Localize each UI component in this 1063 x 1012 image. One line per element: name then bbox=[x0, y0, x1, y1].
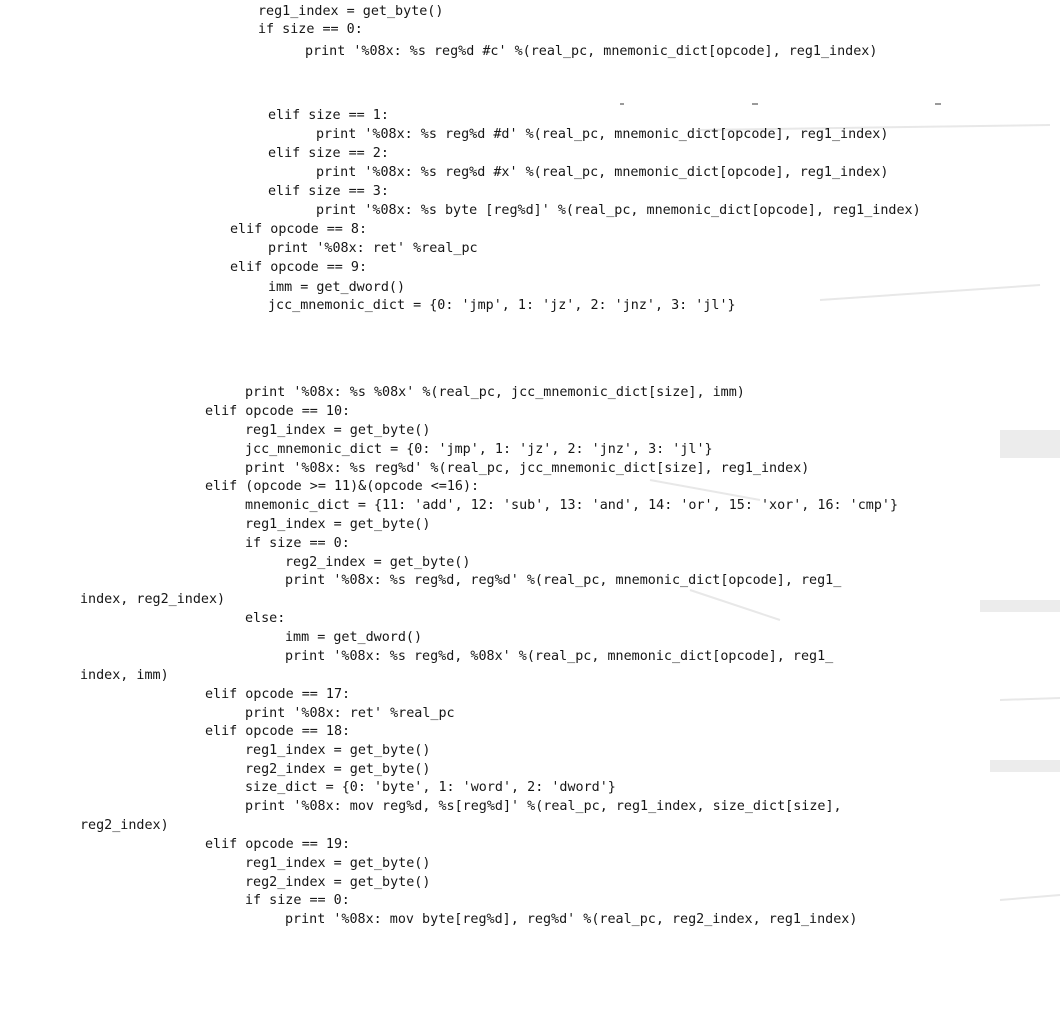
code-line: reg1_index = get_byte() bbox=[245, 743, 431, 758]
code-line: elif size == 3: bbox=[268, 184, 389, 199]
code-line: if size == 0: bbox=[245, 893, 350, 908]
code-line: reg2_index = get_byte() bbox=[245, 875, 431, 890]
code-line: elif opcode == 19: bbox=[205, 837, 351, 852]
code-line: print '%08x: %s reg%d, %08x' %(real_pc, mnemonic_dict[opcode], reg1_ bbox=[285, 649, 834, 664]
code-line: elif opcode == 8: bbox=[230, 222, 368, 237]
code-line: reg1_index = get_byte() bbox=[245, 856, 431, 871]
code-line: print '%08x: %s %08x' %(real_pc, jcc_mnemonic_dict[size], imm) bbox=[245, 385, 745, 400]
code-line: elif opcode == 9: bbox=[230, 260, 368, 275]
code-line: if size == 0: bbox=[245, 536, 350, 551]
code-line: elif size == 2: bbox=[268, 146, 389, 161]
code-line: print '%08x: ret' %real_pc bbox=[245, 706, 455, 721]
code-line: imm = get_dword() bbox=[285, 630, 423, 645]
code-line: print '%08x: %s reg%d #d' %(real_pc, mnemonic_dict[opcode], reg1_index) bbox=[316, 127, 889, 142]
code-line: print '%08x: %s reg%d' %(real_pc, jcc_mnemonic_dict[size], reg1_index) bbox=[245, 461, 810, 476]
code-line: reg1_index = get_byte() bbox=[245, 423, 431, 438]
code-line: elif opcode == 18: bbox=[205, 724, 351, 739]
code-line: jcc_mnemonic_dict = {0: 'jmp', 1: 'jz', 2: 'jnz', 3: 'jl'} bbox=[245, 442, 713, 457]
code-line: reg2_index) bbox=[80, 818, 169, 833]
code-line: print '%08x: %s reg%d #x' %(real_pc, mnemonic_dict[opcode], reg1_index) bbox=[316, 165, 889, 180]
code-line: jcc_mnemonic_dict = {0: 'jmp', 1: 'jz', 2: 'jnz', 3: 'jl'} bbox=[268, 298, 736, 313]
code-line: elif opcode == 10: bbox=[205, 404, 351, 419]
code-line: if size == 0: bbox=[258, 22, 363, 37]
code-line: reg2_index = get_byte() bbox=[245, 762, 431, 777]
code-line: reg1_index = get_byte() bbox=[245, 517, 431, 532]
code-line: print '%08x: %s reg%d, reg%d' %(real_pc, mnemonic_dict[opcode], reg1_ bbox=[285, 573, 842, 588]
code-line: print '%08x: %s byte [reg%d]' %(real_pc, mnemonic_dict[opcode], reg1_index) bbox=[316, 203, 921, 218]
code-line: print '%08x: mov reg%d, %s[reg%d]' %(real_pc, reg1_index, size_dict[size], bbox=[245, 799, 842, 814]
code-line: print '%08x: ret' %real_pc bbox=[268, 241, 478, 256]
code-line: imm = get_dword() bbox=[268, 280, 406, 295]
code-line: reg2_index = get_byte() bbox=[285, 555, 471, 570]
code-line: mnemonic_dict = {11: 'add', 12: 'sub', 13: 'and', 14: 'or', 15: 'xor', 16: 'cmp'} bbox=[245, 498, 899, 513]
code-line: print '%08x: %s reg%d #c' %(real_pc, mnemonic_dict[opcode], reg1_index) bbox=[305, 44, 878, 59]
code-line: elif (opcode >= 11)&(opcode <=16): bbox=[205, 479, 480, 494]
code-line: size_dict = {0: 'byte', 1: 'word', 2: 'dword'} bbox=[245, 780, 616, 795]
code-line: elif size == 1: bbox=[268, 108, 389, 123]
code-line: print '%08x: mov byte[reg%d], reg%d' %(real_pc, reg2_index, reg1_index) bbox=[285, 912, 858, 927]
code-line: else: bbox=[245, 611, 286, 626]
code-line: index, imm) bbox=[80, 668, 169, 683]
code-line: elif opcode == 17: bbox=[205, 687, 351, 702]
code-line: reg1_index = get_byte() bbox=[258, 4, 444, 19]
code-line: index, reg2_index) bbox=[80, 592, 226, 607]
